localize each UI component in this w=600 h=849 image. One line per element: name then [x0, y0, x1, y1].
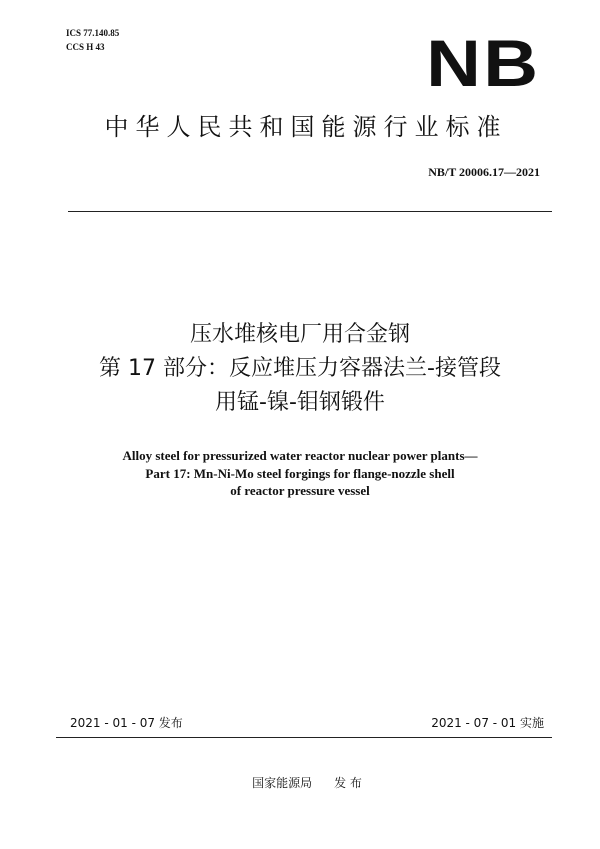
industry-standard-heading: 中华人民共和国能源行业标准: [104, 113, 508, 141]
issue-date: 2021 - 01 - 07 发布: [70, 716, 183, 730]
standard-number: NB/T 20006.17—2021: [428, 165, 540, 179]
bottom-divider: [56, 737, 552, 738]
classification-codes: [66, 26, 119, 54]
title-en-line-2: Part 17: Mn-Ni-Mo steel forgings for flange-nozzle shell: [145, 465, 455, 481]
issuer-line: [0, 774, 600, 791]
nb-logo: NB: [425, 26, 540, 100]
ccs-code: CCS H 43: [66, 42, 105, 52]
title-english: [0, 447, 600, 500]
issuer-action: 发 布: [334, 776, 362, 790]
title-chinese: [0, 318, 600, 420]
title-en-line-1: Alloy steel for pressurized water reactor nuclear power plants—: [122, 448, 478, 463]
title-en-line-3: of reactor pressure vessel: [230, 483, 370, 498]
implementation-date: 2021 - 07 - 01 实施: [431, 716, 544, 730]
ics-code: ICS 77.140.85: [66, 28, 120, 38]
title-cn-line-2: 第 17 部分：反应堆压力容器法兰-接管段: [99, 356, 501, 381]
title-cn-line-3: 用锰-镍-钼钢锻件: [215, 390, 385, 415]
issuer-name: 国家能源局: [252, 776, 313, 790]
title-cn-line-1: 压水堆核电厂用合金钢: [189, 322, 410, 347]
top-divider: [68, 211, 552, 212]
